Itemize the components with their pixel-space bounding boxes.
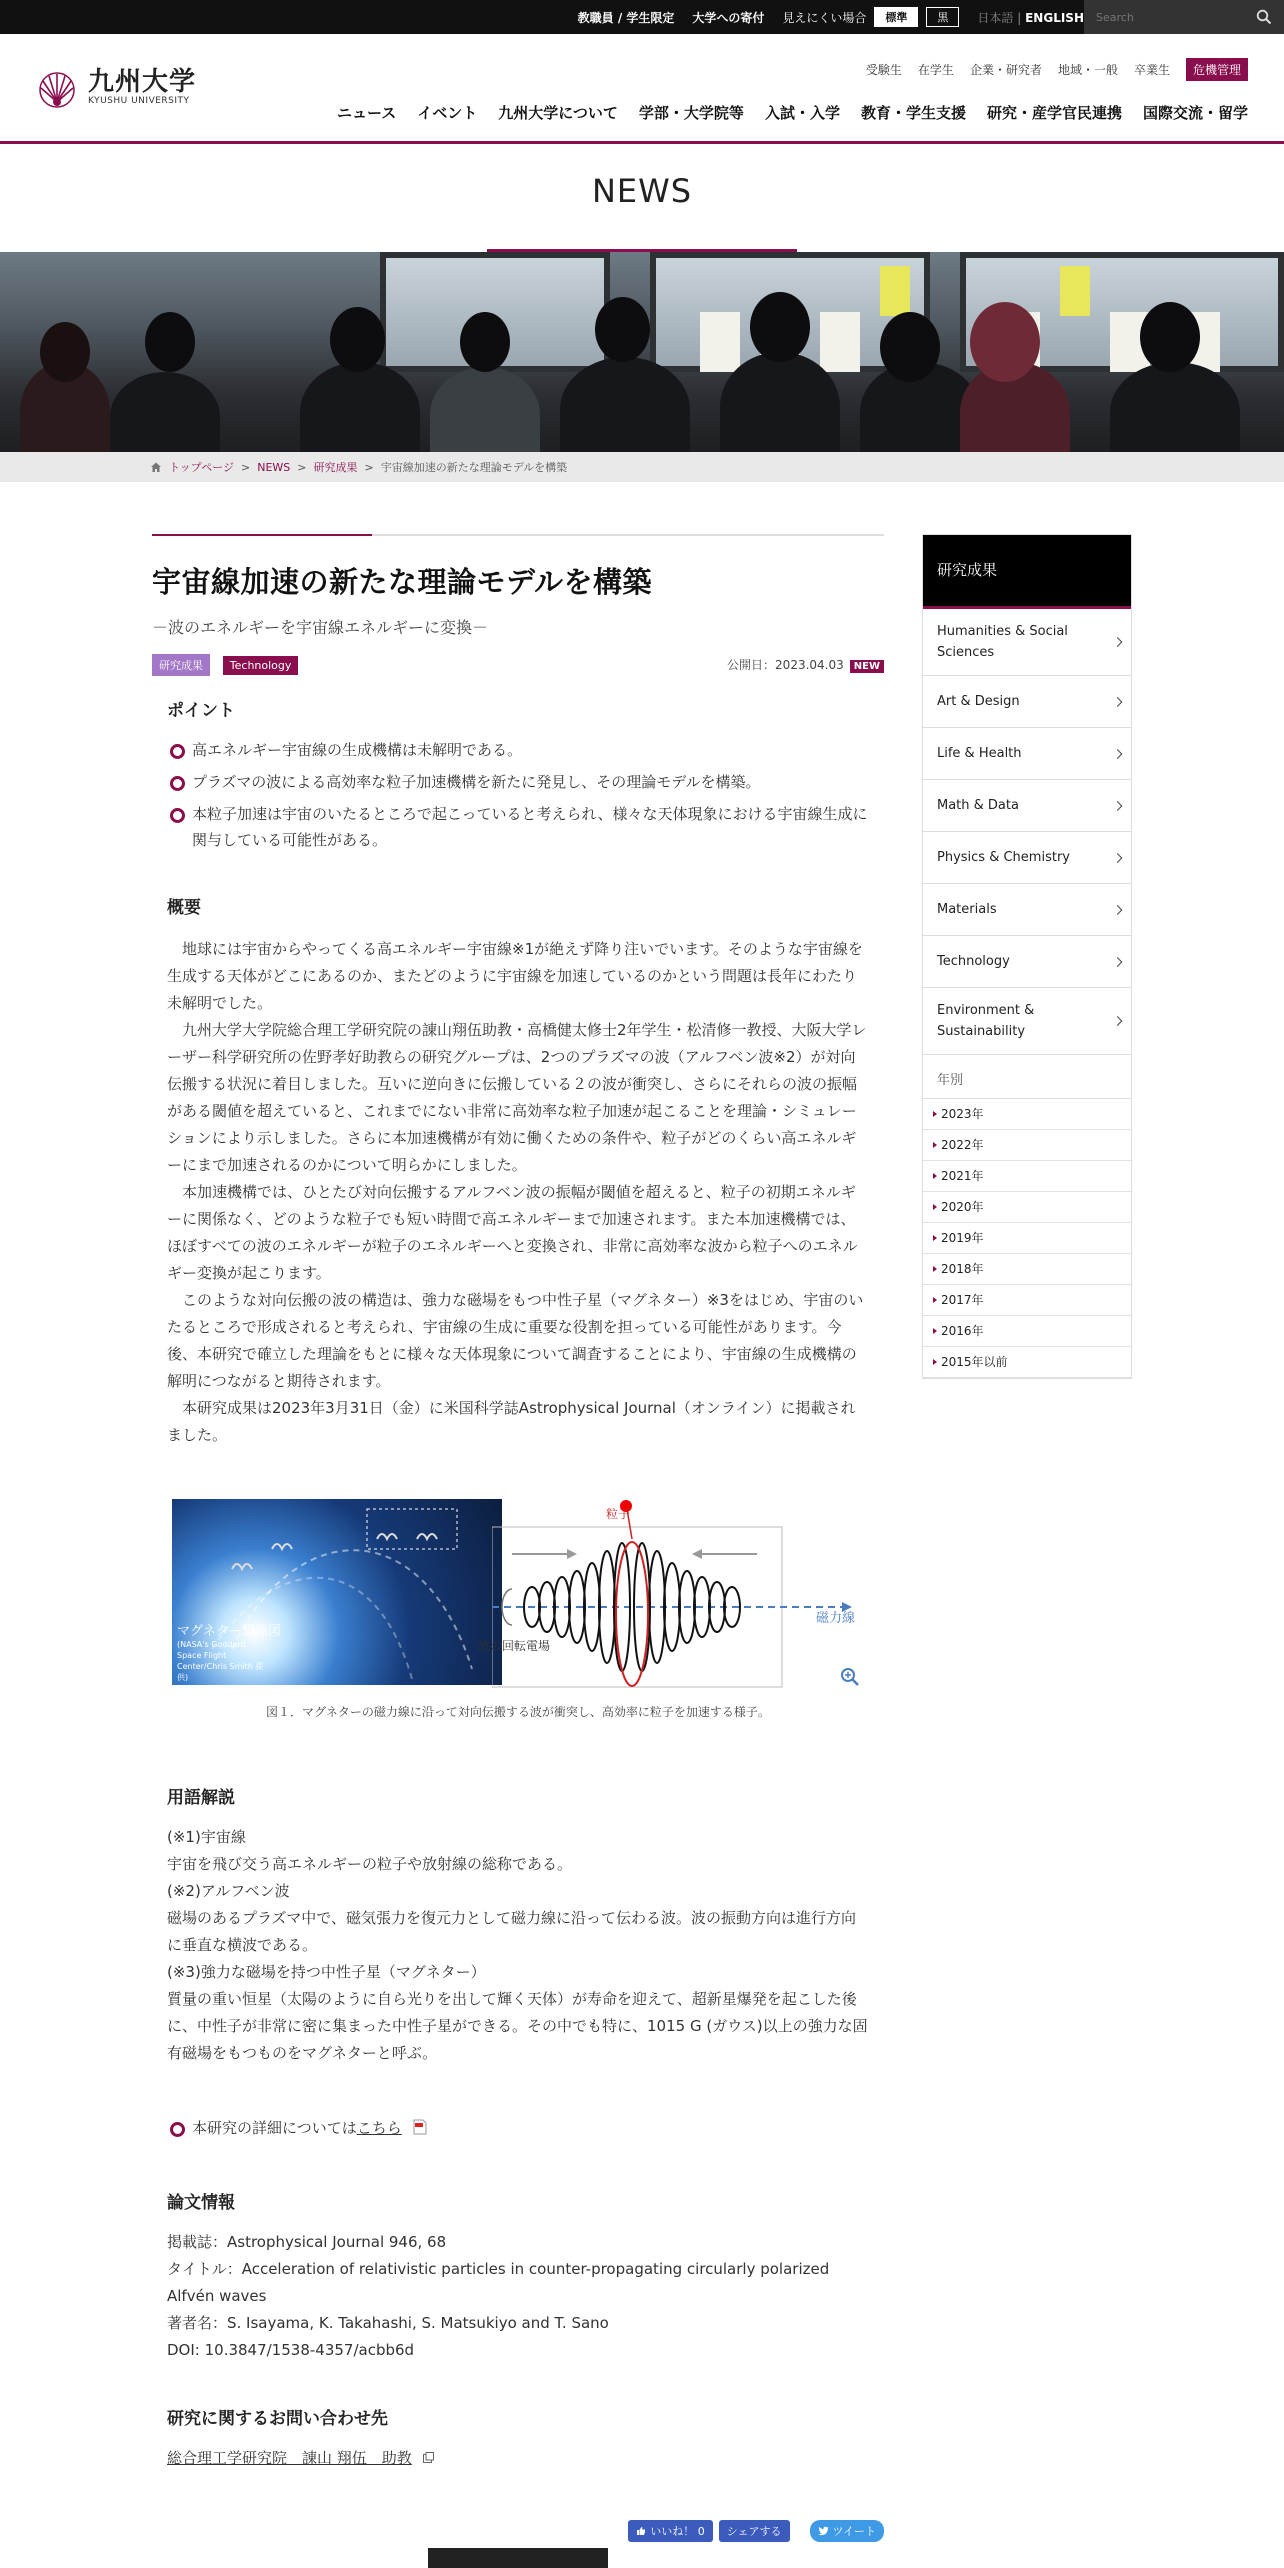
paper-authors: 著者名：S. Isayama, K. Takahashi, S. Matsukiyo and T. Sano	[167, 2314, 609, 2332]
tweet-label: ツイート	[832, 2525, 876, 2538]
nav-events[interactable]: イベント	[417, 104, 478, 122]
breadcrumb-news[interactable]: NEWS	[257, 460, 291, 474]
university-logo[interactable]	[34, 64, 196, 110]
particle-label: 粒子	[606, 1507, 631, 1521]
points-heading: ポイント	[167, 701, 235, 721]
contact-link[interactable]: 総合理工学研究院 諌山 翔伍 助教	[167, 2449, 412, 2467]
audience-link-students[interactable]: 在学生	[917, 63, 954, 77]
figure-caption: 図１．マグネターの磁力線に沿って対向伝搬する波が衝突し、高効率に粒子を加速する様子。	[266, 1705, 770, 1719]
contact-heading: 研究に関するお問い合わせ先	[167, 2409, 388, 2429]
sidebar-heading: 研究成果	[923, 535, 1131, 609]
sidebar-item-math-data[interactable]: Math & Data	[923, 780, 1131, 832]
wave-diagram[interactable]	[478, 1499, 892, 1689]
utility-links	[578, 0, 1084, 34]
summary-paragraph: 地球には宇宙からやってくる高エネルギー宇宙線※1が絶えず降り注いでいます。そのような宇宙線を生成する天体がどこにあるのか、またどのように宇宙線を加速しているのかという問題は長年にわたり未解明でした。	[167, 940, 863, 1012]
thumbs-up-icon	[636, 2526, 646, 2536]
site-header	[0, 34, 1284, 144]
audience-link-applicants[interactable]: 受験生	[865, 63, 902, 77]
paper-body	[167, 2229, 869, 2364]
field-line-label: 磁力線	[816, 1611, 856, 1626]
glossary-term: (※1)宇宙線	[167, 1828, 246, 1846]
glossary-definition: 宇宙を飛び交う高エネルギーの粒子や放射線の総称である。	[167, 1855, 573, 1873]
breadcrumb-home[interactable]: トップページ	[169, 461, 235, 474]
audience-nav	[866, 58, 1248, 81]
share-buttons	[152, 2520, 884, 2542]
main-nav	[337, 102, 1248, 123]
university-emblem-icon	[34, 64, 80, 110]
contrast-black-button[interactable]: 黒	[926, 7, 959, 27]
year-link-2019[interactable]: 2019年	[923, 1223, 1131, 1254]
year-link-2020[interactable]: 2020年	[923, 1192, 1131, 1223]
crisis-management-button[interactable]: 危機管理	[1186, 58, 1248, 81]
sidebar	[922, 534, 1132, 1379]
paper-doi: DOI: 10.3847/1538-4357/acbb6d	[167, 2341, 415, 2359]
breadcrumb	[0, 452, 1284, 482]
article	[152, 534, 884, 2542]
list-item: プラズマの波による高効率な粒子加速機構を新たに発見し、その理論モデルを構築。	[167, 769, 869, 795]
donation-link[interactable]: 大学への寄付	[692, 10, 765, 25]
points-section	[152, 696, 884, 853]
contact-body	[167, 2447, 869, 2468]
detail-section	[152, 2117, 884, 2138]
year-link-2022[interactable]: 2022年	[923, 1130, 1131, 1161]
year-archive-heading: 年別	[923, 1055, 1131, 1099]
glossary-definition: 質量の重い恒星（太陽のように自ら光りを出して輝く天体）が寿命を迎えて、超新星爆発を起こした後に、中性子が非常に密に集まった中性子星ができる。その中でも特に、1015 G (ガウス)以上の強力な固有磁場をもつものをマグネターと呼ぶ。	[167, 1990, 868, 2062]
contrast-switcher	[782, 7, 959, 27]
article-subtitle: －波のエネルギーを宇宙線エネルギーに変換－	[152, 618, 489, 637]
glossary-term: (※2)アルフベン波	[167, 1882, 290, 1900]
year-link-2016[interactable]: 2016年	[923, 1316, 1131, 1347]
detail-text: 本研究の詳細については	[192, 2119, 357, 2137]
year-link-2023[interactable]: 2023年	[923, 1099, 1131, 1130]
audience-link-alumni[interactable]: 卒業生	[1133, 63, 1170, 77]
sidebar-item-environment[interactable]: Environment & Sustainability	[923, 988, 1131, 1055]
year-link-2021[interactable]: 2021年	[923, 1161, 1131, 1192]
list-item: 本粒子加速は宇宙のいたるところで起こっていると考えられ、様々な天体現象における宇宙線生成に関与している可能性がある。	[167, 801, 869, 853]
facebook-share-button[interactable]: シェアする	[719, 2520, 790, 2542]
lang-separator: |	[1013, 10, 1026, 25]
search-box	[1084, 0, 1284, 34]
summary-heading: 概要	[167, 898, 201, 918]
summary-body	[167, 936, 869, 1449]
search-input[interactable]	[1096, 11, 1256, 24]
new-badge: NEW	[850, 660, 884, 673]
back-to-list-button[interactable]	[428, 2548, 608, 2568]
year-link-2017[interactable]: 2017年	[923, 1285, 1131, 1316]
nav-admissions[interactable]: 入試・入学	[764, 104, 840, 122]
facebook-like-button[interactable]	[628, 2520, 713, 2542]
home-icon	[150, 461, 162, 473]
pdf-icon	[413, 2119, 427, 2135]
list-item: 高エネルギー宇宙線の生成機構は未解明である。	[167, 737, 869, 763]
lang-jp-link[interactable]: 日本語	[977, 10, 1014, 25]
nav-news[interactable]: ニュース	[336, 104, 397, 122]
sidebar-item-materials[interactable]: Materials	[923, 884, 1131, 936]
twitter-bird-icon	[818, 2526, 829, 2536]
rotating-field-label: 波の回転電場	[478, 1639, 551, 1653]
logo-text-en: KYUSHU UNIVERSITY	[88, 96, 190, 106]
glossary-heading: 用語解説	[167, 1788, 235, 1808]
summary-paragraph: このような対向伝搬の波の構造は、強力な磁場をもつ中性子星（マグネター）※3をはじめ、宇宙のいたるところで形成されると考えられ、宇宙線の生成に重要な役割を担っている可能性があります。今後、本研究で確立した理論をもとに様々な天体現象について調査することにより、宇宙線の生成機構の解明につながると期待されます。	[167, 1291, 864, 1390]
breadcrumb-separator: >	[297, 460, 307, 474]
sidebar-item-technology[interactable]: Technology	[923, 936, 1131, 988]
sidebar-item-art-design[interactable]: Art & Design	[923, 676, 1131, 728]
language-switcher	[977, 9, 1084, 26]
tag-technology[interactable]: Technology	[223, 656, 299, 675]
sidebar-item-life-health[interactable]: Life & Health	[923, 728, 1131, 780]
breadcrumb-current: 宇宙線加速の新たな理論モデルを構築	[380, 461, 568, 474]
audience-link-community[interactable]: 地域・一般	[1057, 63, 1118, 77]
figure-1	[152, 1499, 884, 1721]
contrast-standard-button[interactable]: 標準	[874, 7, 918, 27]
year-link-2018[interactable]: 2018年	[923, 1254, 1131, 1285]
breadcrumb-separator: >	[364, 460, 374, 474]
logo-text-jp: 九州大学	[88, 67, 197, 97]
article-meta	[152, 654, 884, 674]
summary-paragraph: 本研究成果は2023年3月31日（金）に米国科学誌Astrophysical Journal（オンライン）に掲載されました。	[167, 1399, 856, 1444]
paper-title: タイトル：Acceleration of relativistic particles in counter-propagating circularly polarized Alfvén waves	[167, 2260, 830, 2305]
tag-research-results[interactable]: 研究成果	[152, 654, 210, 676]
points-list	[167, 737, 869, 853]
paper-journal: 掲載誌：Astrophysical Journal 946, 68	[167, 2233, 447, 2251]
sidebar-item-physics-chemistry[interactable]: Physics & Chemistry	[923, 832, 1131, 884]
summary-paragraph: 九州大学大学院総合理工学研究院の諌山翔伍助教・高橋健太修士2年学生・松清修一教授、大阪大学レーザー科学研究所の佐野孝好助教らの研究グループは、2つのプラズマの波（アルフベン波※2）が対向伝搬する状況に着目しました。互いに逆向きに伝搬している２の波が衝突し、さらにそれらの波の振幅がある閾値を超えていると、これまでにない非常に高効率な粒子加速が起こることを理論・シミュレーションにより示しました。さらに本加速機構が有効に働くための条件や、粒子がどのくらい高エネルギーにまで加速されるのかについて明らかにしました。	[167, 1021, 867, 1174]
search-icon[interactable]	[1256, 9, 1272, 25]
breadcrumb-separator: >	[241, 460, 251, 474]
publish-date-text: 公開日：2023.04.03	[727, 658, 844, 672]
audience-link-companies[interactable]: 企業・研究者	[969, 63, 1042, 77]
glossary-definition: 磁場のあるプラズマ中で、磁気張力を復元力として磁力線に沿って伝わる波。波の振動方向は進行方向に垂直な横波である。	[167, 1909, 856, 1954]
detail-pdf-link[interactable]: こちら	[356, 2119, 402, 2137]
summary-paragraph: 本加速機構では、ひとたび対向伝搬するアルフベン波の振幅が閾値を超えると、粒子の初期エネルギーに関係なく、どのような粒子でも短い時間で高エネルギーまで加速されます。また本加速機構では、ほぼすべての波のエネルギーが粒子のエネルギーへと変換され、非常に高効率な波から粒子へのエネルギー変換が起こります。	[167, 1183, 858, 1282]
zoom-icon[interactable]	[840, 1667, 860, 1687]
article-title: 宇宙線加速の新たな理論モデルを構築	[152, 565, 653, 599]
contact-section	[152, 2404, 884, 2468]
paper-section	[152, 2188, 884, 2364]
utility-bar	[0, 0, 1284, 34]
nav-research[interactable]: 研究・産学官民連携	[986, 104, 1122, 122]
contrast-label: 見えにくい場合	[782, 10, 867, 25]
page-title: NEWS	[591, 172, 693, 210]
publish-date	[727, 656, 884, 673]
magnetar-illustration[interactable]	[172, 1499, 502, 1685]
detail-line	[167, 2117, 869, 2138]
title-rule	[152, 534, 884, 536]
staff-student-link[interactable]: 教職員 / 学生限定	[577, 10, 675, 25]
nav-international[interactable]: 国際交流・留学	[1142, 104, 1248, 122]
nav-education[interactable]: 教育・学生支援	[860, 104, 966, 122]
sidebar-item-humanities[interactable]: Humanities & Social Sciences	[923, 609, 1131, 676]
glossary-term: (※3)強力な磁場を持つ中性子星（マグネター）	[167, 1963, 486, 1981]
magnetar-label: マグネター想像図	[177, 1624, 281, 1639]
wave-collision-diagram	[492, 1499, 892, 1689]
glossary-section	[152, 1783, 884, 2067]
lang-en-link[interactable]: ENGLISH	[1025, 10, 1084, 25]
like-count-label: いいね！ 0	[650, 2525, 705, 2538]
glossary-body	[167, 1824, 869, 2067]
tweet-button[interactable]	[810, 2520, 884, 2542]
page-heading-area	[0, 144, 1284, 252]
hero-image	[0, 252, 1284, 452]
breadcrumb-research[interactable]: 研究成果	[313, 461, 358, 474]
nav-faculties[interactable]: 学部・大学院等	[638, 104, 744, 122]
external-link-icon	[423, 2452, 434, 2463]
summary-section	[152, 893, 884, 1449]
year-link-before-2015[interactable]: 2015年以前	[923, 1347, 1131, 1378]
nav-about[interactable]: 九州大学について	[498, 104, 618, 122]
paper-heading: 論文情報	[167, 2193, 235, 2213]
magnetar-credit: (NASA's Goddard Space Flight Center/Chris Smith 提供)	[177, 1640, 264, 1682]
